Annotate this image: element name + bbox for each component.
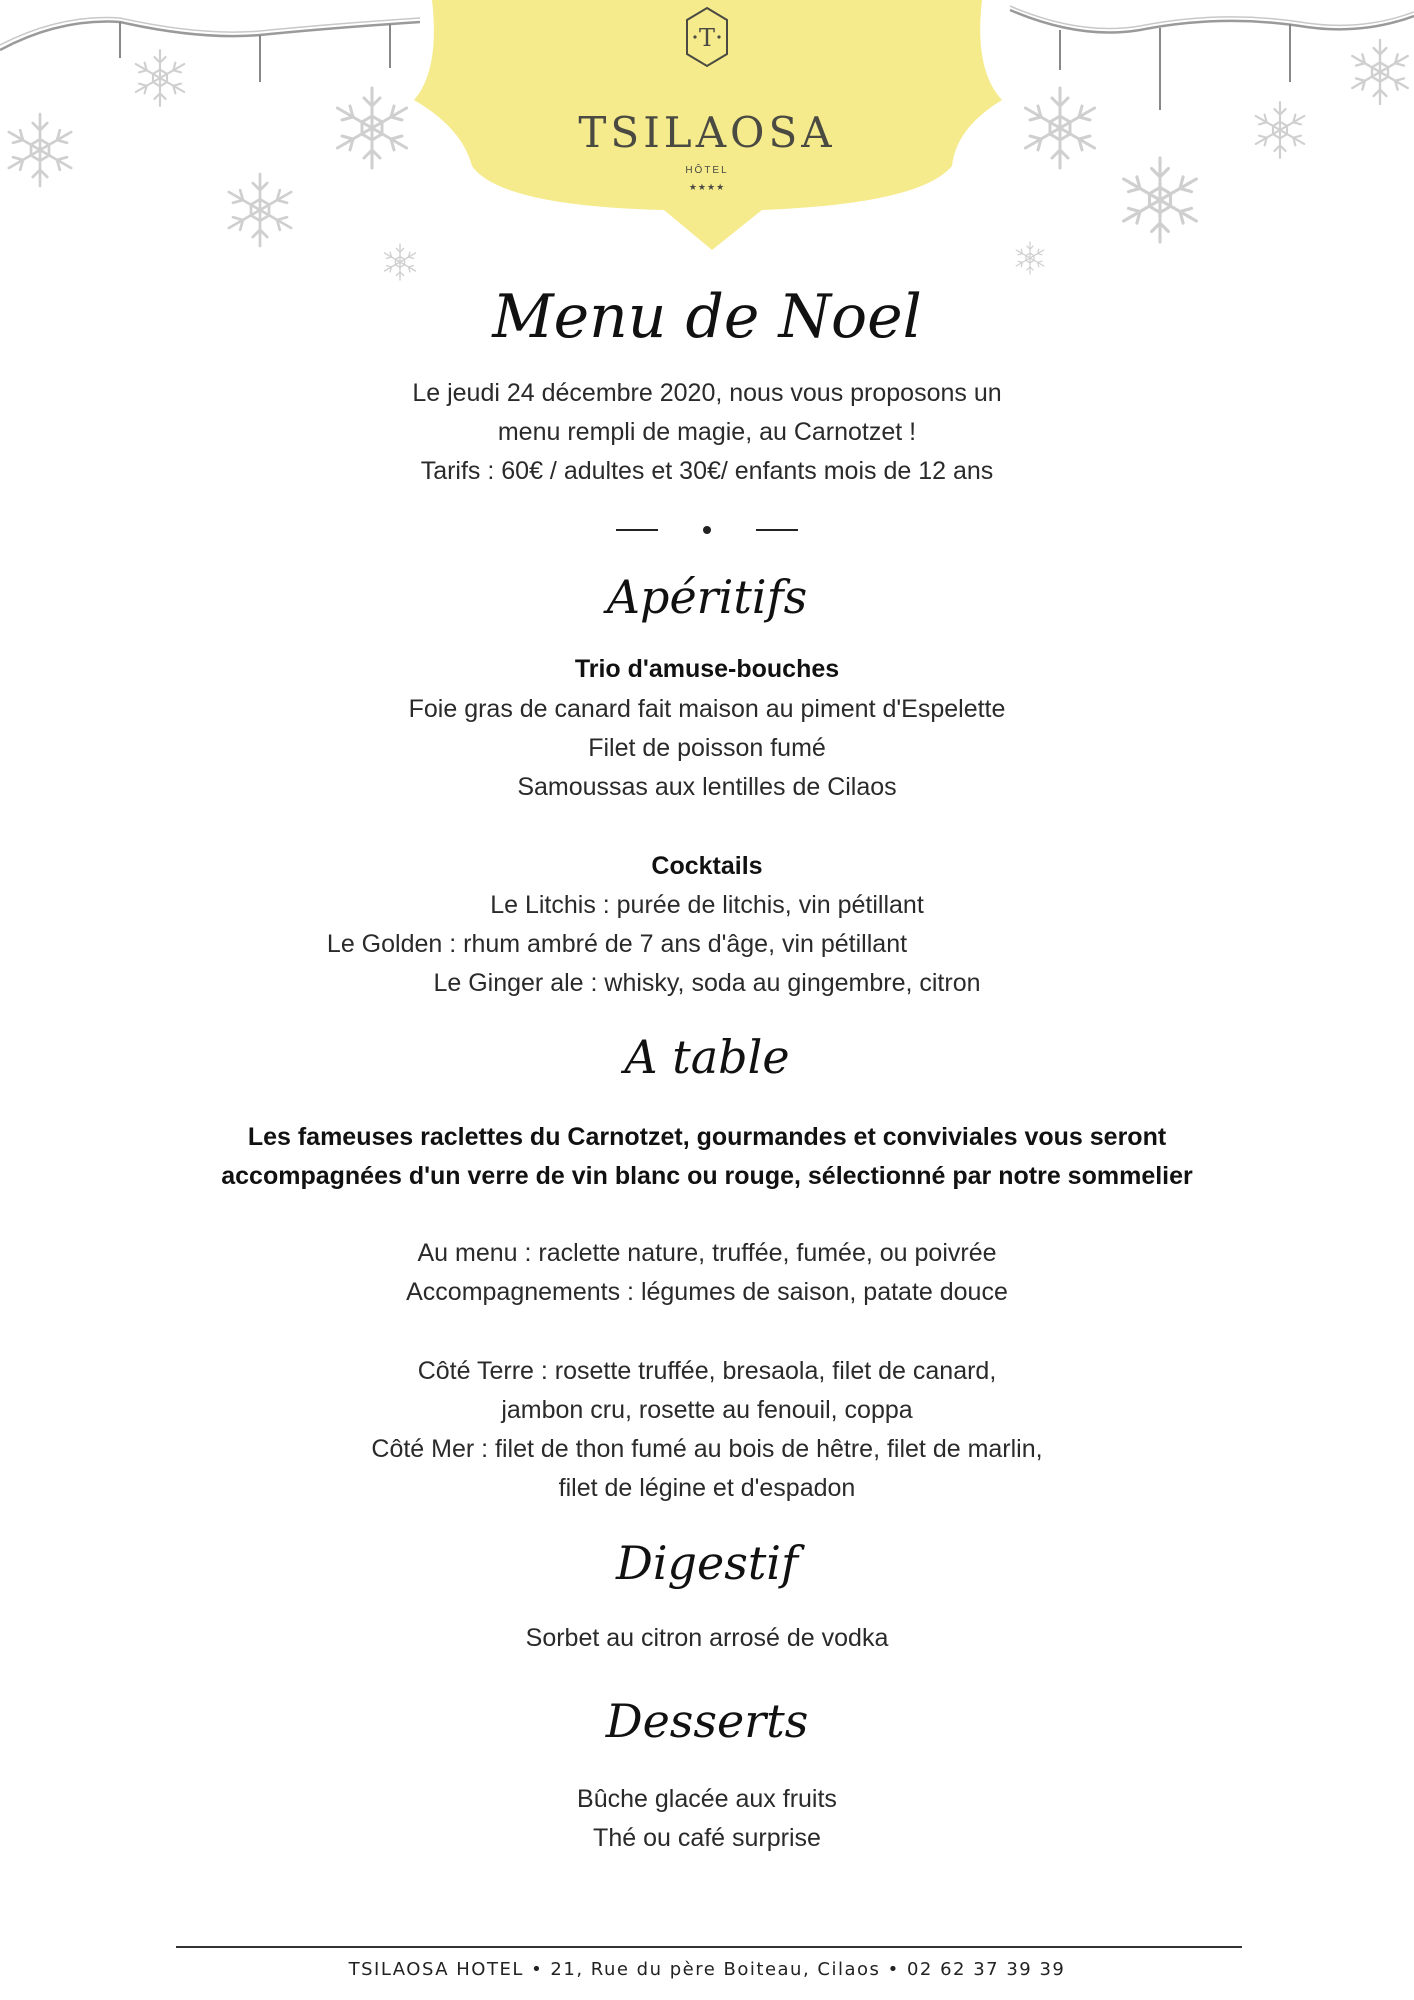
section-heading-digestif: Digestif — [615, 1536, 799, 1590]
table-lead: accompagnées d'un verre de vin blanc ou rouge, sélectionné par notre sommelier — [221, 1162, 1193, 1190]
snowflake-icon — [384, 244, 415, 280]
intro-line: Le jeudi 24 décembre 2020, nous vous proposons un — [412, 379, 1002, 407]
hotel-stars: ★★★★ — [688, 182, 726, 192]
amuse-item: Filet de poisson fumé — [588, 734, 826, 762]
cocktail-item: Le Ginger ale : whisky, soda au gingembre, citron — [433, 969, 981, 997]
table-menu-line: Accompagnements : légumes de saison, patate douce — [406, 1278, 1008, 1306]
menu-title: Menu de Noel — [492, 282, 922, 352]
separator-line — [616, 529, 658, 531]
hotel-name: TSILAOSA — [578, 108, 836, 157]
intro-line: menu rempli de magie, au Carnotzet ! — [497, 418, 917, 446]
snowflake-icon — [9, 114, 71, 186]
table-side-line: Côté Mer : filet de thon fumé au bois de hêtre, filet de marlin, — [371, 1435, 1043, 1463]
separator-line — [756, 529, 798, 531]
table-side-line: filet de légine et d'espadon — [558, 1474, 856, 1502]
snowflake-icon — [136, 50, 184, 106]
snowflake-icon — [1025, 88, 1094, 168]
amuse-title: Trio d'amuse-bouches — [574, 655, 840, 683]
table-lead: Les fameuses raclettes du Carnotzet, gourmandes et conviviales vous seront — [247, 1123, 1167, 1151]
table-side-line: Côté Terre : rosette truffée, bresaola, filet de canard, — [417, 1357, 997, 1385]
snowflake-icon — [1124, 158, 1197, 242]
separator-dot — [703, 526, 711, 534]
intro-line: Tarifs : 60€ / adultes et 30€/ enfants mois de 12 ans — [420, 457, 994, 485]
cocktail-item: Le Litchis : purée de litchis, vin pétillant — [490, 891, 924, 919]
snowflake-icon — [1016, 242, 1044, 274]
footer-address: TSILAOSA HOTEL • 21, Rue du père Boiteau, Cilaos • 02 62 37 39 39 — [348, 1959, 1066, 1980]
cocktail-item: Le Golden : rhum ambré de 7 ans d'âge, vin pétillant — [326, 930, 908, 958]
hotel-subtitle: HÔTEL — [685, 165, 729, 176]
amuse-item: Samoussas aux lentilles de Cilaos — [517, 773, 897, 801]
snowflake-icon — [337, 88, 406, 168]
logo-banner — [414, 0, 1002, 250]
section-heading-aperitifs: Apéritifs — [606, 570, 808, 624]
header-decoration — [0, 0, 1414, 300]
cocktails-title: Cocktails — [651, 852, 763, 880]
garland-icon — [0, 18, 420, 82]
snowflake-icon — [1256, 102, 1304, 158]
digestif-item: Sorbet au citron arrosé de vodka — [525, 1624, 889, 1652]
table-menu-line: Au menu : raclette nature, truffée, fumée, ou poivrée — [417, 1239, 997, 1267]
table-side-line: jambon cru, rosette au fenouil, coppa — [501, 1396, 913, 1424]
dessert-item: Thé ou café surprise — [593, 1824, 821, 1852]
section-heading-desserts: Desserts — [605, 1694, 809, 1748]
section-heading-table: A table — [624, 1030, 790, 1084]
dessert-item: Bûche glacée aux fruits — [577, 1785, 837, 1813]
footer-rule — [176, 1946, 1242, 1948]
snowflake-icon — [229, 174, 291, 246]
snowflake-icon — [1352, 40, 1407, 104]
emblem-letter: T — [698, 24, 716, 52]
amuse-item: Foie gras de canard fait maison au piment d'Espelette — [408, 695, 1006, 723]
